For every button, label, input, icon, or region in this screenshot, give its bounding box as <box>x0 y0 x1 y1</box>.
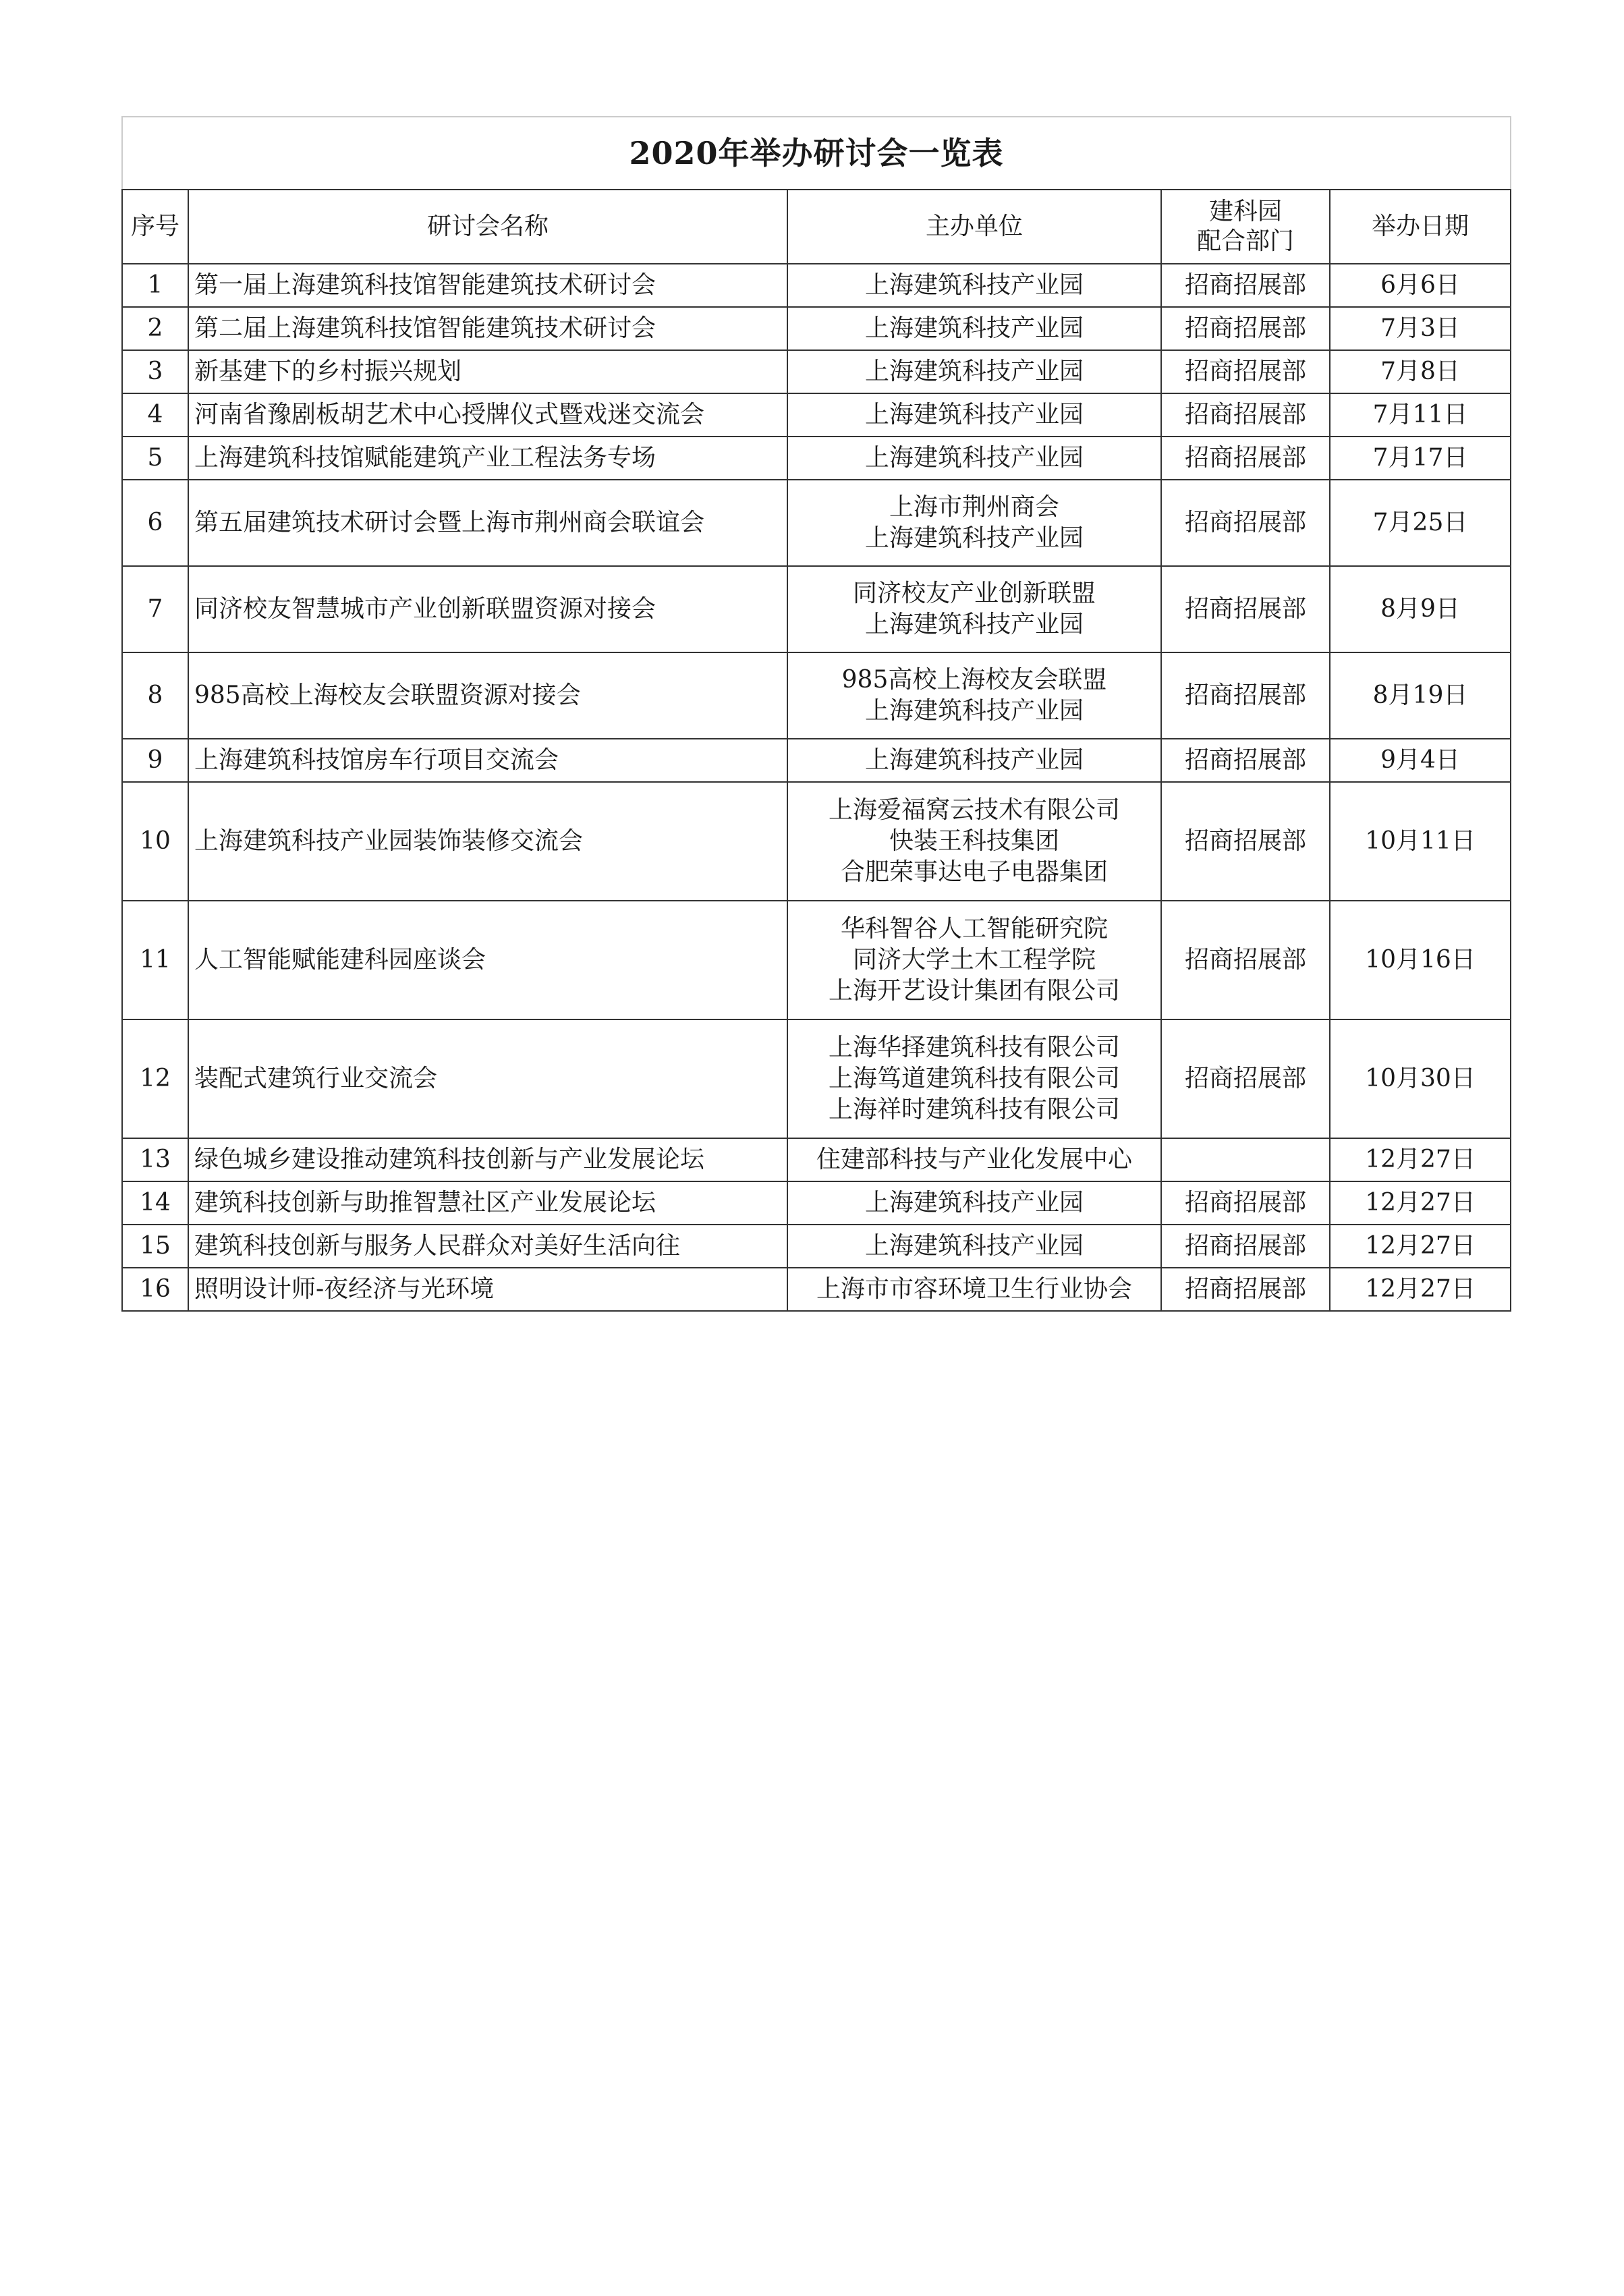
table-row <box>122 480 1511 566</box>
table-row <box>122 393 1511 437</box>
organizer-name: 上海建筑科技产业园 <box>864 358 1084 385</box>
department: 招商招展部 <box>1161 782 1330 901</box>
organizer-name: 上海建筑科技产业园 <box>864 746 1084 774</box>
department: 招商招展部 <box>1161 480 1330 566</box>
organizer-name: 上海笃道建筑科技有限公司 <box>828 1065 1120 1092</box>
organizer-name: 上海开艺设计集团有限公司 <box>828 977 1120 1005</box>
table-row <box>122 1181 1511 1225</box>
organizer-cell <box>787 782 1161 901</box>
organizer-cell <box>787 307 1161 350</box>
event-date: 8月9日 <box>1330 566 1511 652</box>
seminar-name: 上海建筑科技产业园装饰装修交流会 <box>188 782 787 901</box>
organizer-name: 上海建筑科技产业园 <box>864 444 1084 472</box>
header-name: 研讨会名称 <box>188 190 787 264</box>
organizer-cell <box>787 1225 1161 1268</box>
event-date: 7月17日 <box>1330 437 1511 480</box>
event-date: 9月4日 <box>1330 739 1511 782</box>
event-date: 10月11日 <box>1330 782 1511 901</box>
department: 招商招展部 <box>1161 437 1330 480</box>
seminar-name: 建筑科技创新与服务人民群众对美好生活向往 <box>188 1225 787 1268</box>
organizer-name: 快装王科技集团 <box>889 827 1059 855</box>
header-dept <box>1161 190 1330 264</box>
event-date: 8月19日 <box>1330 652 1511 739</box>
event-date: 7月11日 <box>1330 393 1511 437</box>
table-row <box>122 350 1511 393</box>
event-date: 10月30日 <box>1330 1019 1511 1138</box>
department: 招商招展部 <box>1161 652 1330 739</box>
organizer-name: 上海华择建筑科技有限公司 <box>828 1034 1120 1061</box>
organizer-name: 上海市荆州商会 <box>889 493 1059 521</box>
seminar-name: 985高校上海校友会联盟资源对接会 <box>188 652 787 739</box>
department: 招商招展部 <box>1161 1181 1330 1225</box>
organizer-name: 上海建筑科技产业园 <box>864 1232 1084 1260</box>
event-date: 7月25日 <box>1330 480 1511 566</box>
table-row <box>122 1138 1511 1181</box>
organizer-cell <box>787 350 1161 393</box>
table-row <box>122 652 1511 739</box>
seminar-name: 上海建筑科技馆赋能建筑产业工程法务专场 <box>188 437 787 480</box>
row-number: 9 <box>122 739 188 782</box>
event-date: 10月16日 <box>1330 901 1511 1019</box>
organizer-cell <box>787 393 1161 437</box>
event-date: 6月6日 <box>1330 264 1511 307</box>
organizer-name: 上海建筑科技产业园 <box>864 401 1084 428</box>
organizer-name: 华科智谷人工智能研究院 <box>840 915 1108 943</box>
row-number: 16 <box>122 1268 188 1311</box>
organizer-name: 合肥荣事达电子电器集团 <box>840 858 1108 886</box>
department: 招商招展部 <box>1161 1019 1330 1138</box>
seminar-table <box>121 116 1511 1312</box>
row-number: 13 <box>122 1138 188 1181</box>
header-dept-line2: 配合部门 <box>1196 227 1294 255</box>
table-row <box>122 264 1511 307</box>
table-row <box>122 739 1511 782</box>
seminar-name: 装配式建筑行业交流会 <box>188 1019 787 1138</box>
seminar-name: 第二届上海建筑科技馆智能建筑技术研讨会 <box>188 307 787 350</box>
event-date: 7月3日 <box>1330 307 1511 350</box>
organizer-name: 上海建筑科技产业园 <box>864 524 1084 552</box>
organizer-name: 上海祥时建筑科技有限公司 <box>828 1096 1120 1123</box>
department: 招商招展部 <box>1161 901 1330 1019</box>
department: 招商招展部 <box>1161 566 1330 652</box>
department: 招商招展部 <box>1161 739 1330 782</box>
organizer-name: 上海建筑科技产业园 <box>864 697 1084 725</box>
organizer-cell <box>787 1268 1161 1311</box>
organizer-name: 上海建筑科技产业园 <box>864 611 1084 638</box>
organizer-cell <box>787 437 1161 480</box>
seminar-name: 绿色城乡建设推动建筑科技创新与产业发展论坛 <box>188 1138 787 1181</box>
department: 招商招展部 <box>1161 1268 1330 1311</box>
row-number: 7 <box>122 566 188 652</box>
organizer-name: 上海市市容环境卫生行业协会 <box>816 1275 1132 1303</box>
department: 招商招展部 <box>1161 264 1330 307</box>
organizer-name: 上海爱福窝云技术有限公司 <box>828 796 1120 824</box>
seminar-name: 人工智能赋能建科园座谈会 <box>188 901 787 1019</box>
organizer-cell <box>787 566 1161 652</box>
row-number: 3 <box>122 350 188 393</box>
event-date: 12月27日 <box>1330 1268 1511 1311</box>
event-date: 12月27日 <box>1330 1138 1511 1181</box>
organizer-name: 上海建筑科技产业园 <box>864 314 1084 342</box>
organizer-name: 上海建筑科技产业园 <box>864 1189 1084 1216</box>
seminar-name: 上海建筑科技馆房车行项目交流会 <box>188 739 787 782</box>
seminar-name: 第五届建筑技术研讨会暨上海市荆州商会联谊会 <box>188 480 787 566</box>
table-row <box>122 1019 1511 1138</box>
organizer-cell <box>787 739 1161 782</box>
header-no: 序号 <box>122 190 188 264</box>
department: 招商招展部 <box>1161 393 1330 437</box>
seminar-name: 河南省豫剧板胡艺术中心授牌仪式暨戏迷交流会 <box>188 393 787 437</box>
organizer-cell <box>787 480 1161 566</box>
organizer-cell <box>787 1019 1161 1138</box>
event-date: 7月8日 <box>1330 350 1511 393</box>
header-date: 举办日期 <box>1330 190 1511 264</box>
row-number: 15 <box>122 1225 188 1268</box>
row-number: 10 <box>122 782 188 901</box>
seminar-name: 照明设计师-夜经济与光环境 <box>188 1268 787 1311</box>
department: 招商招展部 <box>1161 1225 1330 1268</box>
row-number: 2 <box>122 307 188 350</box>
seminar-name: 建筑科技创新与助推智慧社区产业发展论坛 <box>188 1181 787 1225</box>
table-row <box>122 782 1511 901</box>
table-row <box>122 1268 1511 1311</box>
organizer-name: 同济大学土木工程学院 <box>852 946 1096 974</box>
header-dept-line1: 建科园 <box>1208 198 1282 225</box>
event-date: 12月27日 <box>1330 1225 1511 1268</box>
department <box>1161 1138 1330 1181</box>
row-number: 5 <box>122 437 188 480</box>
seminar-name: 新基建下的乡村振兴规划 <box>188 350 787 393</box>
row-number: 1 <box>122 264 188 307</box>
seminar-name: 第一届上海建筑科技馆智能建筑技术研讨会 <box>188 264 787 307</box>
table-row <box>122 1225 1511 1268</box>
department: 招商招展部 <box>1161 307 1330 350</box>
event-date: 12月27日 <box>1330 1181 1511 1225</box>
organizer-cell <box>787 264 1161 307</box>
row-number: 11 <box>122 901 188 1019</box>
row-number: 14 <box>122 1181 188 1225</box>
organizer-cell <box>787 1138 1161 1181</box>
organizer-cell <box>787 652 1161 739</box>
page-title: 2020年举办研讨会一览表 <box>122 117 1511 190</box>
table-row <box>122 566 1511 652</box>
organizer-name: 同济校友产业创新联盟 <box>852 580 1096 607</box>
row-number: 12 <box>122 1019 188 1138</box>
table-row <box>122 437 1511 480</box>
table-row <box>122 901 1511 1019</box>
header-organizer: 主办单位 <box>787 190 1161 264</box>
organizer-name: 上海建筑科技产业园 <box>864 271 1084 299</box>
seminar-name: 同济校友智慧城市产业创新联盟资源对接会 <box>188 566 787 652</box>
row-number: 4 <box>122 393 188 437</box>
row-number: 6 <box>122 480 188 566</box>
department: 招商招展部 <box>1161 350 1330 393</box>
table-row <box>122 307 1511 350</box>
organizer-cell <box>787 1181 1161 1225</box>
header-row <box>122 190 1511 264</box>
organizer-name: 住建部科技与产业化发展中心 <box>816 1146 1132 1173</box>
organizer-name: 985高校上海校友会联盟 <box>841 666 1107 694</box>
organizer-cell <box>787 901 1161 1019</box>
row-number: 8 <box>122 652 188 739</box>
